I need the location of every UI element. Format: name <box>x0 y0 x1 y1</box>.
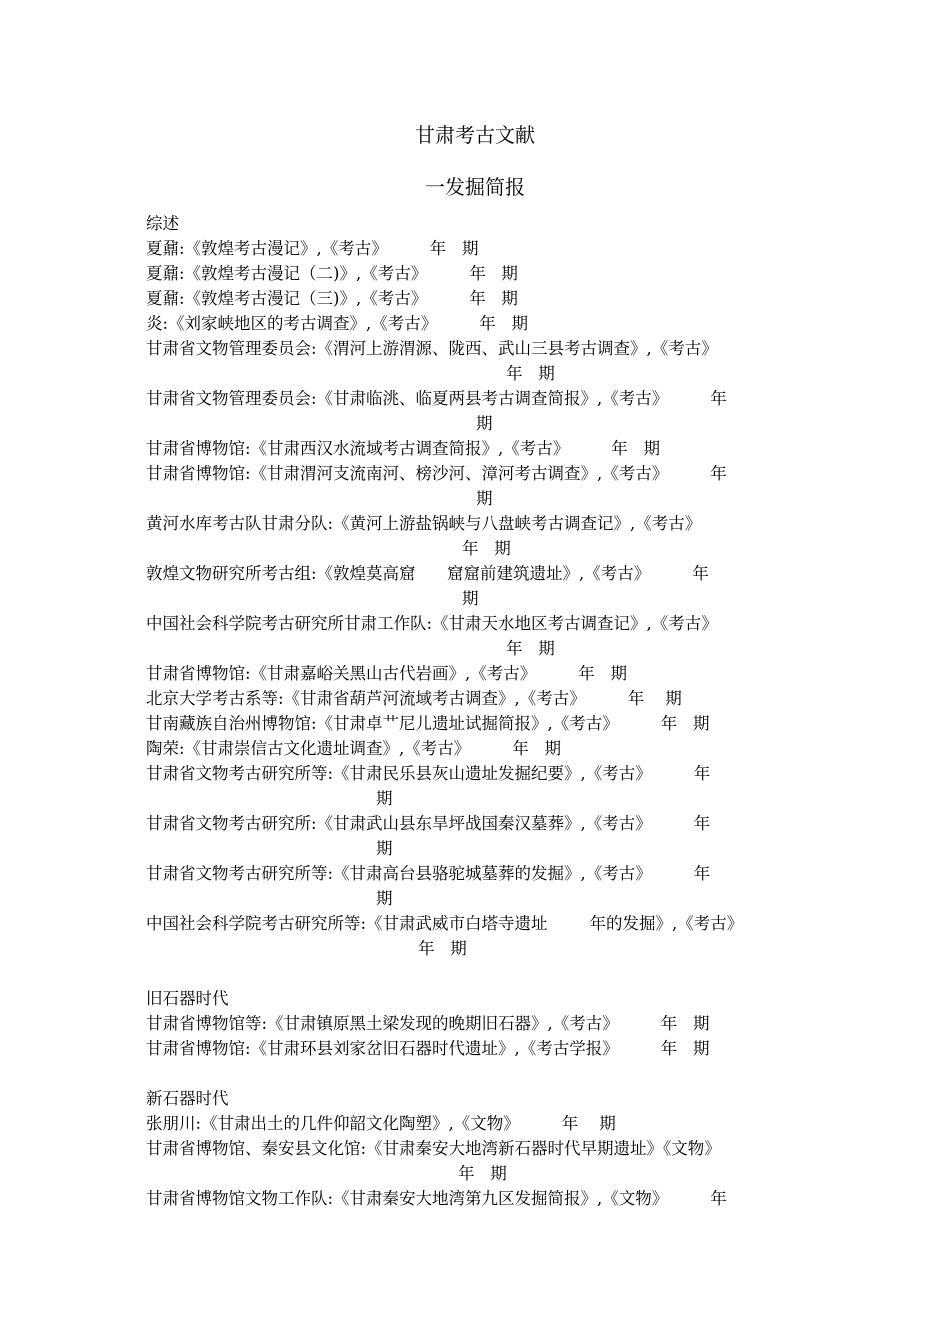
reference-line: 夏鼐:《敦煌考古漫记》,《考古》 年 期 <box>146 239 479 258</box>
reference-line: 甘肃省博物馆:《甘肃渭河支流南河、榜沙河、漳河考古调查》,《考古》 年 <box>146 464 727 483</box>
document-title: 甘肃考古文献 <box>415 123 535 147</box>
reference-continuation: 年 期 <box>506 639 555 658</box>
document-subtitle: 一发掘简报 <box>425 175 525 199</box>
reference-line: 甘肃省文物管理委员会:《渭河上游渭源、陇西、武山三县考古调查》,《考古》 <box>146 339 718 358</box>
reference-line: 甘肃省博物馆等:《甘肃镇原黑土梁发现的晚期旧石器》,《考古》 年 期 <box>146 1014 710 1033</box>
reference-line: 夏鼐:《敦煌考古漫记（二)》,《考古》 年 期 <box>146 264 518 283</box>
reference-continuation: 期 <box>376 789 393 808</box>
reference-line: 甘肃省文物管理委员会:《甘肃临洮、临夏两县考古调查简报》,《考古》 年 <box>146 389 727 408</box>
reference-line: 敦煌文物研究所考古组:《敦煌莫高窟 窟窟前建筑遗址》,《考古》 年 <box>146 564 709 583</box>
section-heading-neolithic: 新石器时代 <box>146 1089 229 1108</box>
reference-line: 炎:《刘家峡地区的考古调查》,《考古》 年 期 <box>146 314 528 333</box>
reference-line: 甘肃省博物馆文物工作队:《甘肃秦安大地湾第九区发掘简报》,《文物》 年 <box>146 1189 727 1208</box>
reference-line: 甘肃省博物馆、秦安县文化馆:《甘肃秦安大地湾新石器时代早期遗址》《文物》 <box>146 1139 721 1158</box>
reference-line: 中国社会科学院考古研究所甘肃工作队:《甘肃天水地区考古调查记》,《考古》 <box>146 614 718 633</box>
reference-line: 甘肃省博物馆:《甘肃西汉水流域考古调查简报》,《考古》 年 期 <box>146 439 660 458</box>
reference-line: 甘肃省博物馆:《甘肃环县刘家岔旧石器时代遗址》,《考古学报》 年 期 <box>146 1039 710 1058</box>
reference-continuation: 期 <box>376 889 393 908</box>
reference-continuation: 期 <box>462 589 479 608</box>
reference-continuation: 期 <box>476 414 493 433</box>
reference-line: 甘肃省文物考古研究所等:《甘肃民乐县灰山遗址发掘纪要》,《考古》 年 <box>146 764 711 783</box>
reference-line: 北京大学考古系等:《甘肃省葫芦河流域考古调查》,《考古》 年 期 <box>146 689 682 708</box>
reference-line: 陶荣:《甘肃崇信古文化遗址调查》,《考古》 年 期 <box>146 739 561 758</box>
reference-continuation: 年 期 <box>458 1164 507 1183</box>
section-heading-paleolithic: 旧石器时代 <box>146 989 229 1008</box>
section-heading-overview: 综述 <box>146 214 179 233</box>
reference-line: 中国社会科学院考古研究所等:《甘肃武威市白塔寺遗址 年的发掘》,《考古》 <box>146 914 744 933</box>
reference-line: 甘肃省文物考古研究所等:《甘肃高台县骆驼城墓葬的发掘》,《考古》 年 <box>146 864 711 883</box>
reference-continuation: 年 期 <box>506 364 555 383</box>
reference-line: 夏鼐:《敦煌考古漫记（三)》,《考古》 年 期 <box>146 289 518 308</box>
reference-line: 甘肃省博物馆:《甘肃嘉峪关黑山古代岩画》,《考古》 年 期 <box>146 664 627 683</box>
reference-continuation: 年 期 <box>462 539 511 558</box>
reference-line: 黄河水库考古队甘肃分队:《黄河上游盐锅峡与八盘峡考古调查记》,《考古》 <box>146 514 702 533</box>
reference-line: 张朋川:《甘肃出土的几件仰韶文化陶塑》,《文物》 年 期 <box>146 1114 616 1133</box>
reference-line: 甘南藏族自治州博物馆:《甘肃卓艹尼儿遗址试掘简报》,《考古》 年 期 <box>146 714 710 733</box>
reference-line: 甘肃省文物考古研究所:《甘肃武山县东旱坪战国秦汉墓葬》,《考古》 年 <box>146 814 711 833</box>
reference-continuation: 年 期 <box>418 939 467 958</box>
reference-continuation: 期 <box>476 489 493 508</box>
reference-continuation: 期 <box>376 839 393 858</box>
